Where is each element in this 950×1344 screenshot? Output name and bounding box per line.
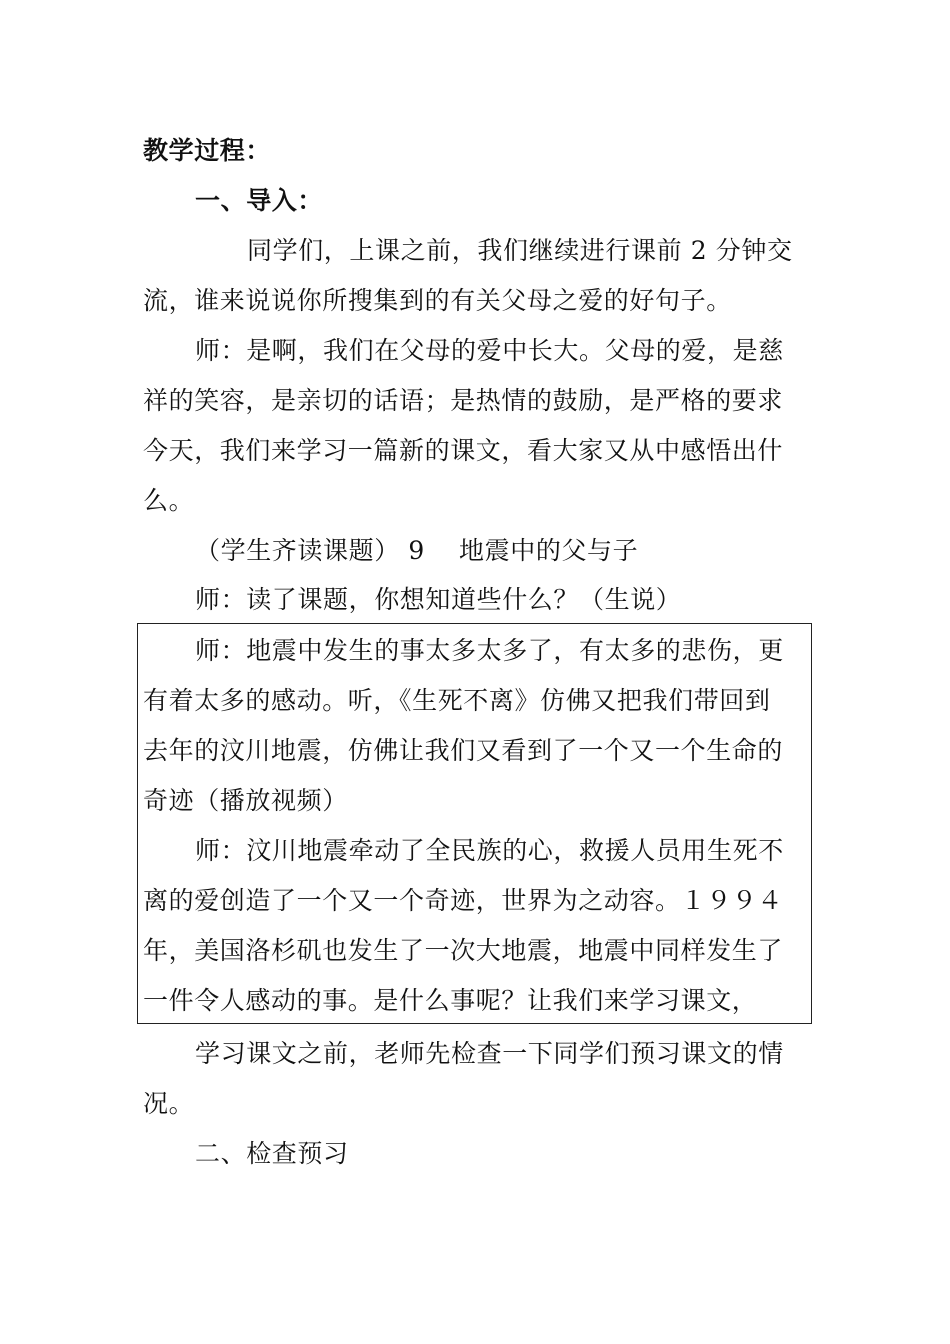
- box-para2-line3: 年，美国洛杉矶也发生了一次大地震，地震中同样发生了: [143, 936, 784, 965]
- section-check-heading: 二、检查预习: [195, 1139, 349, 1168]
- para3-line2: 况。: [143, 1089, 195, 1118]
- teacher-question-line: 师：读了课题，你想知道些什么？（生说）: [195, 585, 682, 614]
- box-para2-line2: 离的爱创造了一个又一个奇迹，世界为之动容。１９９４: [143, 886, 784, 915]
- lesson-title-line: （学生齐读课题） 9 地震中的父与子: [195, 536, 639, 565]
- box-para2-line4: 一件令人感动的事。是什么事呢？让我们来学习课文，: [143, 986, 758, 1015]
- box-para1-line3: 去年的汶川地震，仿佛让我们又看到了一个又一个生命的: [143, 736, 784, 765]
- para1-line1: 同学们，上课之前，我们继续进行课前 2 分钟交: [247, 236, 793, 265]
- para2-line1: 师：是啊，我们在父母的爱中长大。父母的爱，是慈: [195, 336, 784, 365]
- para2-line4: 么。: [143, 486, 195, 515]
- section-intro-heading: 一、导入：: [195, 186, 324, 215]
- para3-line1: 学习课文之前，老师先检查一下同学们预习课文的情: [195, 1039, 784, 1068]
- para1-line2: 流，谁来说说你所搜集到的有关父母之爱的好句子。: [143, 286, 732, 315]
- para2-line3: 今天，我们来学习一篇新的课文，看大家又从中感悟出什: [143, 436, 784, 465]
- box-para1-line1: 师：地震中发生的事太多太多了，有太多的悲伤，更: [195, 636, 784, 665]
- box-para1-line4: 奇迹（播放视频）: [143, 786, 348, 815]
- heading-teaching-process: 教学过程：: [143, 136, 272, 165]
- box-para2-line1: 师：汶川地震牵动了全民族的心，救援人员用生死不: [195, 836, 784, 865]
- box-para1-line2: 有着太多的感动。听，《生死不离》仿佛又把我们带回到: [143, 686, 771, 715]
- para2-line2: 祥的笑容，是亲切的话语；是热情的鼓励，是严格的要求: [143, 386, 784, 415]
